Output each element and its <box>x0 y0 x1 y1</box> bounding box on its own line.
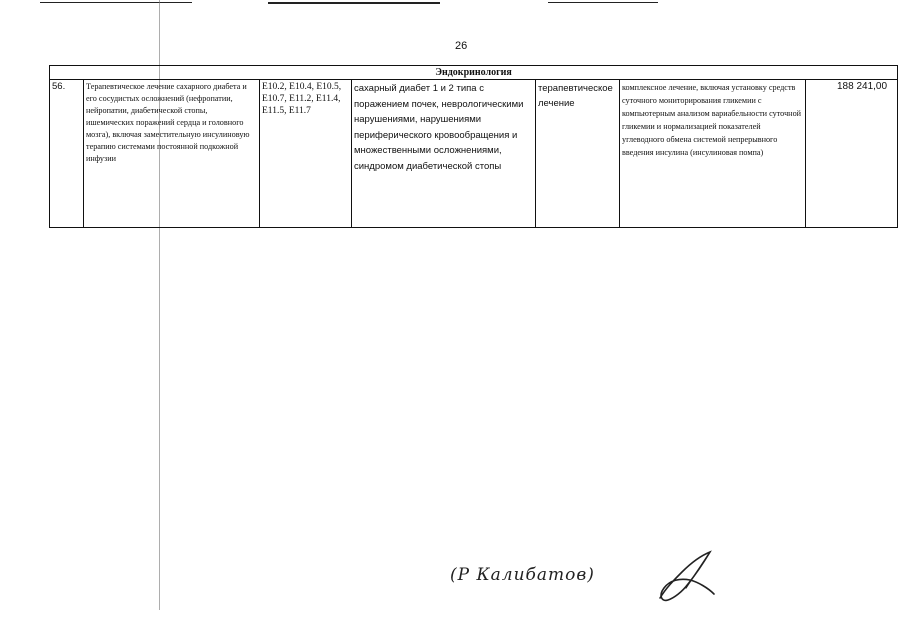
section-title: Эндокринология <box>50 66 898 80</box>
treatment-method: комплексное лечение, включая установку средств суточного мониторирования гликемии с компьютерным анализом вариабельности суточной гликемии и нормализацией показателей углеводного обмена системой непрерывного введения инсулина (инсулиновая помпа) <box>620 80 806 228</box>
section-header-row <box>50 66 898 80</box>
care-profile-name: Терапевтическое лечение сахарного диабета и его сосудистых осложнений (нефропатии, нейропатии, диабетической стопы, ишемических поражений сердца и головного мозга), включая заместительную инсулиновую терапию системами постоянной подкожной инфузии <box>84 80 260 228</box>
services-table <box>49 65 898 228</box>
treatment-type: терапевтическое лечение <box>536 80 620 228</box>
signature-mark <box>652 548 722 608</box>
scan-edge-line <box>40 2 192 3</box>
cost-value: 188 241,00 <box>806 80 898 228</box>
row-number: 56. <box>50 80 84 228</box>
icd-codes: E10.2, E10.4, E10.5, E10.7, E11.2, E11.4, E11.5, E11.7 <box>260 80 352 228</box>
table-row <box>50 80 898 228</box>
scan-edge-line <box>268 2 440 4</box>
handwritten-name: (Р Калибатов) <box>450 565 595 585</box>
patient-model: сахарный диабет 1 и 2 типа с поражением почек, неврологическими нарушениями, нарушениями периферического кровообращения и множественными осложнениями, синдромом диабетической стопы <box>352 80 536 228</box>
page-number: 26 <box>455 40 468 52</box>
scan-edge-line <box>548 2 658 3</box>
